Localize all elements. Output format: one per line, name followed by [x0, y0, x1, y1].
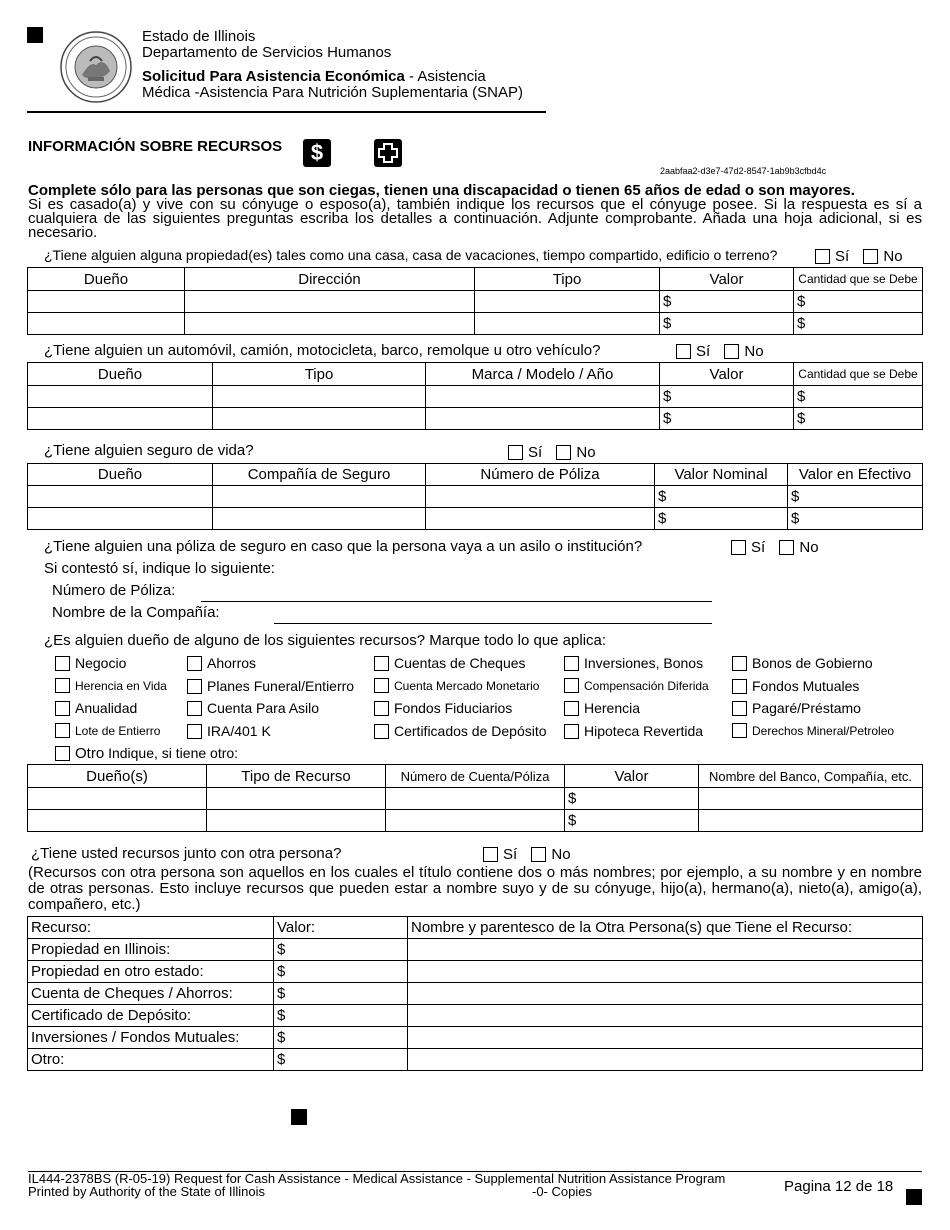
life-face-value-cell[interactable]: $: [655, 486, 788, 508]
joint-person-cell[interactable]: [408, 939, 923, 961]
resources-header-value: Valor: [565, 765, 699, 788]
header-department: Departamento de Servicios Humanos: [142, 44, 392, 61]
vehicle-owner-cell[interactable]: [28, 386, 213, 408]
resource-checkbox[interactable]: [732, 701, 747, 716]
resource-label-lote: Lote de Entierro: [75, 724, 161, 738]
resource-label-fiduciarios: Fondos Fiduciarios: [394, 700, 513, 716]
property-header-value: Valor: [660, 268, 794, 291]
vehicle-no-checkbox[interactable]: [724, 344, 739, 359]
property-no-checkbox[interactable]: [863, 249, 878, 264]
property-address-cell[interactable]: [185, 313, 475, 335]
vehicle-type-cell[interactable]: [213, 386, 426, 408]
resource-checkbox[interactable]: [374, 656, 389, 671]
resource-checkbox[interactable]: [187, 679, 202, 694]
resource-label-bonos-gobierno: Bonos de Gobierno: [752, 655, 873, 671]
joint-note: (Recursos con otra persona son aquellos en los cuales el título contiene dos o más nombres; por ejemplo, a su nombre y en nombre de otras personas. Esto incluye recursos que pueden estar a nombre suyo y de su cónyuge, hijo(a), hermano(a), nieto(a), amigo(a), compañero, etc.): [28, 864, 922, 913]
footer-page-number: Pagina 12 de 18: [784, 1178, 894, 1195]
joint-person-cell[interactable]: [408, 1005, 923, 1027]
property-question: ¿Tiene alguien alguna propiedad(es) tales como una casa, casa de vacaciones, tiempo compartido, edificio o terreno?: [44, 247, 778, 263]
joint-header-other-person: Nombre y parentesco de la Otra Persona(s) que Tiene el Recurso:: [408, 917, 923, 939]
resources-value-cell[interactable]: $: [565, 810, 699, 832]
joint-question: ¿Tiene usted recursos junto con otra persona?: [31, 845, 342, 862]
nursing-yes-no: Sí No: [731, 539, 819, 556]
nursing-policy-label: Número de Póliza:: [52, 582, 176, 599]
life-no-checkbox[interactable]: [556, 445, 571, 460]
intro-rest: Si es casado(a) y vive con su cónyuge o esposo(a), también indique los recursos que el cónyuge posee. Si la respuesta es sí a cualquiera de las siguientes preguntas escriba los detalles a continuación. Adjunte comprobante. Añada una hoja adicional, si es necesario.: [28, 196, 922, 241]
resource-label-certificados: Certificados de Depósito: [394, 723, 547, 739]
joint-row-label: Propiedad en otro estado:: [28, 961, 274, 983]
vehicle-table: [27, 362, 923, 430]
resources-col5: [732, 655, 894, 745]
registration-mark-middle: [291, 1109, 307, 1125]
resources-type-cell[interactable]: [207, 810, 386, 832]
resource-other-hint: Indique, si tiene otro:: [108, 745, 239, 761]
nursing-question: ¿Tiene alguien una póliza de seguro en caso que la persona vaya a un asilo o institución?: [44, 538, 643, 555]
header-title-line2: Médica -Asistencia Para Nutrición Suplementaria (SNAP): [142, 84, 523, 101]
joint-person-cell[interactable]: [408, 1027, 923, 1049]
resource-label-cheques: Cuentas de Cheques: [394, 655, 526, 671]
life-table: [27, 463, 923, 530]
property-address-cell[interactable]: [185, 291, 475, 313]
resource-checkbox[interactable]: [187, 724, 202, 739]
header-title-rest: - Asistencia: [404, 68, 486, 85]
resource-other: [55, 745, 238, 762]
resource-checkbox[interactable]: [55, 678, 70, 693]
life-company-cell[interactable]: [213, 508, 426, 530]
resources-account-cell[interactable]: [386, 810, 565, 832]
resource-label-fondos-mutuales: Fondos Mutuales: [752, 678, 860, 694]
resource-checkbox[interactable]: [732, 656, 747, 671]
nursing-policy-line[interactable]: [201, 601, 712, 602]
resources-bank-cell[interactable]: [699, 810, 923, 832]
property-type-cell[interactable]: [475, 313, 660, 335]
life-header-cash-value: Valor en Efectivo: [788, 464, 923, 486]
footer-form-line1: IL444-2378BS (R-05-19) Request for Cash Assistance - Medical Assistance - Supplemental Nutrition Assistance Program: [28, 1171, 726, 1186]
resource-label-herencia: Herencia: [584, 700, 641, 716]
resources-header-bank: Nombre del Banco, Compañía, etc.: [699, 765, 923, 788]
nursing-yes-checkbox[interactable]: [731, 540, 746, 555]
nursing-followup: Si contestó sí, indique lo siguiente:: [44, 560, 275, 577]
property-owner-cell[interactable]: [28, 313, 185, 335]
resource-label-planes-funeral: Planes Funeral/Entierro: [207, 678, 355, 694]
property-header-type: Tipo: [475, 268, 660, 291]
property-yes-no: Sí No: [815, 248, 903, 265]
life-question: ¿Tiene alguien seguro de vida?: [44, 442, 254, 459]
vehicle-owed-cell[interactable]: $: [794, 386, 923, 408]
property-table: [27, 267, 923, 335]
property-owed-cell[interactable]: $: [794, 313, 923, 335]
life-yes-no: Sí No: [508, 444, 596, 461]
joint-value-cell[interactable]: $: [274, 961, 408, 983]
resource-label-mercado-monetario: Cuenta Mercado Monetario: [394, 679, 540, 693]
life-header-company: Compañía de Seguro: [213, 464, 426, 486]
resource-label-hipoteca: Hipoteca Revertida: [584, 723, 704, 739]
header-rule: [27, 111, 546, 113]
joint-row-label: Otro:: [28, 1049, 274, 1071]
vehicle-question: ¿Tiene alguien un automóvil, camión, motocicleta, barco, remolque u otro vehículo?: [44, 342, 601, 359]
resources-bank-cell[interactable]: [699, 788, 923, 810]
resource-checkbox[interactable]: [55, 656, 70, 671]
vehicle-header-make: Marca / Modelo / Año: [426, 363, 660, 386]
vehicle-owner-cell[interactable]: [28, 408, 213, 430]
header-state: Estado de Illinois: [142, 28, 256, 45]
vehicle-yes-no: Sí No: [676, 343, 764, 360]
vehicle-owed-cell[interactable]: $: [794, 408, 923, 430]
resources-col1: [55, 655, 167, 745]
medical-cross-icon: [374, 139, 402, 167]
life-policy-cell[interactable]: [426, 486, 655, 508]
resources-col4: [564, 655, 709, 745]
resources-header-type: Tipo de Recurso: [207, 765, 386, 788]
joint-row-label: Cuenta de Cheques / Ahorros:: [28, 983, 274, 1005]
resource-label-negocio: Negocio: [75, 655, 127, 671]
resource-checkbox[interactable]: [564, 701, 579, 716]
intro-text: [28, 184, 922, 240]
joint-row-label: Propiedad en Illinois:: [28, 939, 274, 961]
resource-checkbox[interactable]: [55, 723, 70, 738]
joint-no-checkbox[interactable]: [531, 847, 546, 862]
vehicle-make-cell[interactable]: [426, 408, 660, 430]
joint-value-cell[interactable]: $: [274, 983, 408, 1005]
property-yes-checkbox[interactable]: [815, 249, 830, 264]
vehicle-header-type: Tipo: [213, 363, 426, 386]
joint-yes-checkbox[interactable]: [483, 847, 498, 862]
resource-label-anualidad: Anualidad: [75, 700, 138, 716]
property-header-owner: Dueño: [28, 268, 185, 291]
footer-copies: -0- Copies: [532, 1184, 592, 1199]
life-face-value-cell[interactable]: $: [655, 508, 788, 530]
resource-label-inversiones: Inversiones, Bonos: [584, 655, 704, 671]
nursing-company-line[interactable]: [274, 623, 712, 624]
resource-label-ira: IRA/401 K: [207, 723, 271, 739]
resource-checkbox[interactable]: [187, 656, 202, 671]
resource-checkbox[interactable]: [564, 724, 579, 739]
state-seal-logo: [60, 31, 132, 103]
joint-yes-no: Sí No: [483, 846, 571, 863]
vehicle-value-cell[interactable]: $: [660, 386, 794, 408]
resource-checkbox[interactable]: [564, 656, 579, 671]
vehicle-make-cell[interactable]: [426, 386, 660, 408]
joint-row-label: Certificado de Depósito:: [28, 1005, 274, 1027]
resources-col2: [187, 655, 354, 745]
resources-header-account: Número de Cuenta/Póliza: [386, 765, 565, 788]
intro-bold: Complete sólo para las personas que son ciegas, tienen una discapacidad o tienen 65 años de edad o son mayores.: [28, 182, 855, 199]
property-owner-cell[interactable]: [28, 291, 185, 313]
vehicle-value-cell[interactable]: $: [660, 408, 794, 430]
joint-row-label: Inversiones / Fondos Mutuales:: [28, 1027, 274, 1049]
property-value-cell[interactable]: $: [660, 313, 794, 335]
life-header-policy: Número de Póliza: [426, 464, 655, 486]
property-value-cell[interactable]: $: [660, 291, 794, 313]
resource-checkbox[interactable]: [374, 701, 389, 716]
life-company-cell[interactable]: [213, 486, 426, 508]
resources-owner-cell[interactable]: [28, 810, 207, 832]
document-id: 2aabfaa2-d3e7-47d2-8547-1ab9b3cfbd4c: [660, 166, 827, 176]
resources-type-cell[interactable]: [207, 788, 386, 810]
property-header-address: Dirección: [185, 268, 475, 291]
dollar-icon: $: [303, 139, 331, 167]
vehicle-header-value: Valor: [660, 363, 794, 386]
nursing-company-label: Nombre de la Compañía:: [52, 604, 220, 621]
resource-other-checkbox[interactable]: [55, 746, 70, 761]
property-owed-cell[interactable]: $: [794, 291, 923, 313]
life-cash-value-cell[interactable]: $: [788, 486, 923, 508]
joint-person-cell[interactable]: [408, 961, 923, 983]
vehicle-type-cell[interactable]: [213, 408, 426, 430]
resource-checkbox[interactable]: [732, 723, 747, 738]
resource-label-cuenta-asilo: Cuenta Para Asilo: [207, 700, 320, 716]
resources-question: ¿Es alguien dueño de alguno de los siguientes recursos? Marque todo lo que aplica:: [44, 632, 607, 649]
resource-checkbox[interactable]: [374, 724, 389, 739]
registration-mark-bottom-right: [906, 1189, 922, 1205]
resources-account-cell[interactable]: [386, 788, 565, 810]
joint-value-cell[interactable]: $: [274, 1027, 408, 1049]
resources-table: [27, 764, 923, 832]
resource-label-pagare: Pagaré/Préstamo: [752, 700, 861, 716]
resource-checkbox[interactable]: [55, 701, 70, 716]
resources-owner-cell[interactable]: [28, 788, 207, 810]
vehicle-header-owed: Cantidad que se Debe: [794, 363, 923, 386]
life-header-face-value: Valor Nominal: [655, 464, 788, 486]
life-header-owner: Dueño: [28, 464, 213, 486]
resource-checkbox[interactable]: [564, 678, 579, 693]
section-title: INFORMACIÓN SOBRE RECURSOS: [28, 138, 283, 155]
resources-header-owner: Dueño(s): [28, 765, 207, 788]
vehicle-yes-checkbox[interactable]: [676, 344, 691, 359]
life-owner-cell[interactable]: [28, 508, 213, 530]
life-policy-cell[interactable]: [426, 508, 655, 530]
resources-value-cell[interactable]: $: [565, 788, 699, 810]
life-cash-value-cell[interactable]: $: [788, 508, 923, 530]
joint-value-cell[interactable]: $: [274, 1049, 408, 1071]
property-type-cell[interactable]: [475, 291, 660, 313]
resource-checkbox[interactable]: [187, 701, 202, 716]
joint-header-resource: Recurso:: [28, 917, 274, 939]
property-header-owed: Cantidad que se Debe: [794, 268, 923, 291]
resource-checkbox[interactable]: [374, 678, 389, 693]
joint-header-value: Valor:: [274, 917, 408, 939]
joint-table: [27, 916, 923, 1071]
resource-other-label: Otro: [75, 745, 105, 762]
joint-value-cell[interactable]: $: [274, 939, 408, 961]
joint-value-cell[interactable]: $: [274, 1005, 408, 1027]
header-block: [142, 29, 523, 101]
life-owner-cell[interactable]: [28, 486, 213, 508]
header-title-bold: Solicitud Para Asistencia Económica: [142, 68, 405, 85]
resource-label-compensacion: Compensación Diferida: [584, 679, 709, 693]
life-yes-checkbox[interactable]: [508, 445, 523, 460]
resource-label-derechos-mineral: Derechos Mineral/Petroleo: [752, 724, 895, 738]
registration-mark-top-left: [27, 27, 43, 43]
resource-label-herencia-vida: Herencia en Vida: [75, 679, 167, 693]
joint-person-cell[interactable]: [408, 1049, 923, 1071]
footer-form-line2: Printed by Authority of the State of Illinois: [28, 1184, 266, 1199]
resource-checkbox[interactable]: [732, 679, 747, 694]
resource-label-ahorros: Ahorros: [207, 655, 257, 671]
nursing-no-checkbox[interactable]: [779, 540, 794, 555]
resources-col3: [374, 655, 547, 745]
vehicle-header-owner: Dueño: [28, 363, 213, 386]
joint-person-cell[interactable]: [408, 983, 923, 1005]
